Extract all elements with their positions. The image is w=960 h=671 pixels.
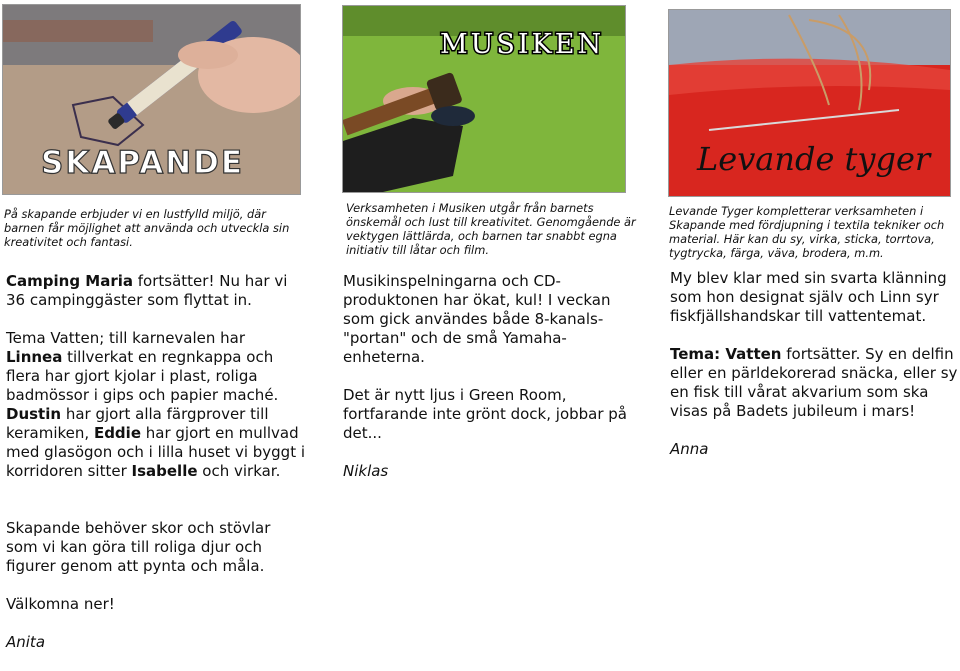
name-eddie: Eddie [93,424,141,442]
skapande-caption: På skapande erbjuder vi en lustfylld miljö, där barnen får möjlighet att använda och utveckla sin kreativitet och fantasi. [4,207,290,249]
musiken-title-text: MUSIKEN [440,29,605,60]
levande-tyger-paragraph-1: My blev klar med sin svarta klänning som hon designat själv och Linn syr fiskfjällshandskar till vattentemat. [670,269,947,325]
levande-tyger-paragraph-2: Tema: Vatten fortsätter. Sy en delfin eller en pärldekorerad snäcka, eller sy en fisk till vårat akvarium som ska visas på Badets jubileum i mars! [670,345,958,420]
levande-tyger-caption: Levande Tyger kompletterar verksamheten i Skapande med fördjupning i textila tekniker och material. Här kan du sy, virka, sticka, torrtova, tygtrycka, färga, väva, brodera, m.m. [669,204,945,260]
skapande-photo [2,4,301,195]
musiken-photo [342,5,626,193]
skapande-body-end [6,519,306,671]
levande-tyger-body [670,269,960,478]
skapande-paragraph-1: Camping Maria fortsätter! Nu har vi 36 campinggäster som flyttat in. [6,272,288,309]
musiken-body [343,272,633,500]
fabric-stripe [3,20,153,42]
levande-tyger-photo [668,9,951,197]
signature-anna: Anna [670,440,709,458]
person-shirt [431,106,475,126]
musiken-title [438,26,620,60]
name-linnea: Linnea [6,348,63,366]
camping-maria: Camping Maria [6,272,133,290]
skapande-photo-art [3,5,300,194]
musiken-paragraph-2: Det är nytt ljus i Green Room, fortfarande inte grönt dock, jobbar på det... [343,386,628,442]
skapande-paragraph-2: Tema Vatten; till karnevalen har Linnea tillverkat en regnkappa och flera har gjort kjolar i plast, roliga badmössor i gips och papier maché. Dustin har gjort alla färgprover till keramiken, Eddie har gjort en mullvad med glasögon och i lilla huset vi byggt i korridoren sitter Isabelle och virkar. [6,329,306,480]
skapande-paragraph-4: Välkomna ner! [6,595,115,613]
finger [178,41,238,69]
musiken-paragraph-1: Musikinspelningarna och CD-produktonen har ökat, kul! I veckan som gick användes både 8-kanals-"portan" och de små Yamaha-enheterna. [343,272,611,366]
levande-tyger-photo-art [669,10,950,196]
name-dustin: Dustin [6,405,62,423]
skapande-title: SKAPANDE [41,145,245,181]
musiken-caption: Verksamheten i Musiken utgår från barnets önskemål och lust till kreativitet. Genomgående är vektygen lättlärda, och barnen tar snabbt egna initiativ till låtar och film. [346,201,636,257]
signature-niklas: Niklas [343,462,389,480]
skapande-paragraph-3: Skapande behöver skor och stövlar som vi kan göra till roliga djur och figurer genom att pynta och måla. [6,519,271,575]
tema-vatten: Tema: Vatten [670,345,782,363]
levande-tyger-title: Levande tyger [697,140,931,178]
signature-anita: Anita [6,633,46,651]
skapande-body [6,272,306,481]
name-isabelle: Isabelle [131,462,198,480]
musiken-photo-art [343,6,625,192]
